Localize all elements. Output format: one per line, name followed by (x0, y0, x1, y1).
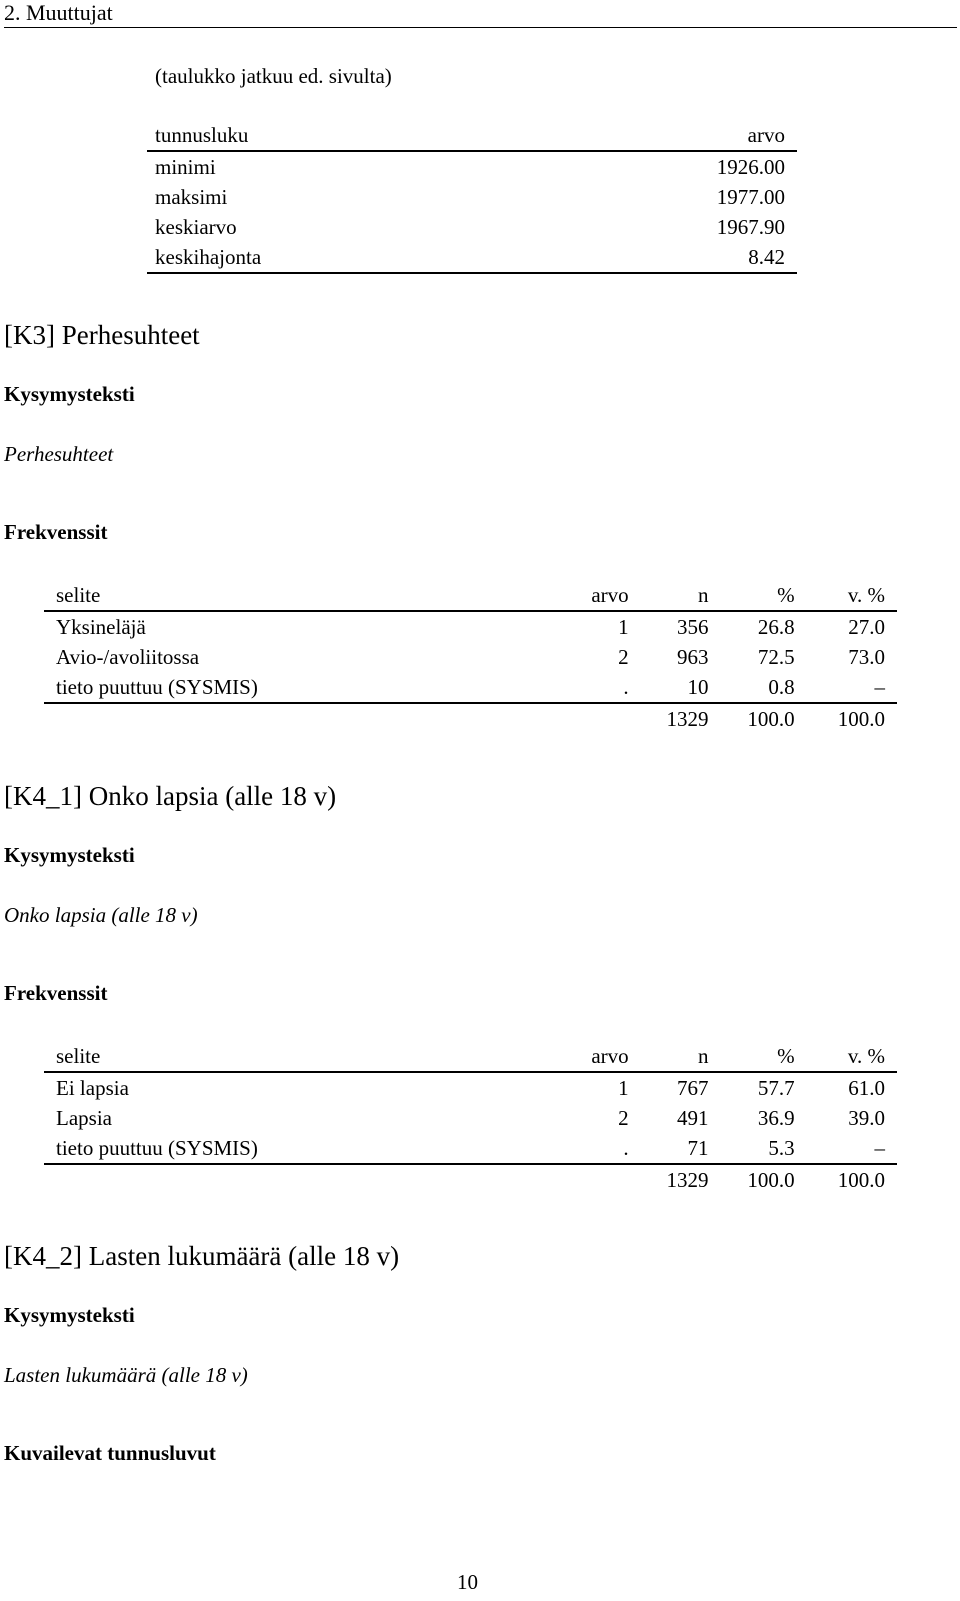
column-header: % (777, 583, 795, 607)
table-cell: 100.0 (747, 1168, 795, 1192)
table-cell: 767 (677, 1076, 709, 1100)
table-header-row (44, 1041, 897, 1072)
table-row (147, 212, 797, 242)
column-header: tunnusluku (155, 123, 249, 147)
table-cell (563, 1164, 641, 1195)
question-text: Perhesuhteet (4, 442, 114, 466)
table-cell: Ei lapsia (56, 1076, 129, 1100)
table-cell: 5.3 (768, 1136, 795, 1160)
column-header: n (698, 1044, 709, 1068)
table-cell: 27.0 (848, 615, 885, 639)
table-cell: minimi (155, 155, 216, 179)
question-text: Lasten lukumäärä (alle 18 v) (4, 1363, 248, 1387)
page-number: 10 (457, 1570, 478, 1594)
column-header: selite (56, 583, 101, 607)
table-cell: 491 (677, 1106, 709, 1130)
table-cell: 73.0 (848, 645, 885, 669)
table-cell: 963 (677, 645, 709, 669)
table-row (147, 151, 797, 182)
question-heading: Kysymysteksti (4, 1303, 135, 1327)
frequencies-heading: Frekvenssit (4, 981, 108, 1005)
table-row (44, 672, 897, 703)
column-header: arvo (747, 123, 785, 147)
table-cell: keskihajonta (155, 245, 262, 269)
column-header: selite (56, 1044, 101, 1068)
descriptive-stats-table (147, 120, 797, 274)
table-cell: 0.8 (768, 675, 795, 699)
table-header-row (44, 580, 897, 611)
table-cell: tieto puuttuu (SYSMIS) (56, 1136, 258, 1160)
page-header: 2. Muuttujat (4, 0, 113, 25)
table-cell: . (623, 1136, 629, 1160)
column-header: arvo (591, 1044, 629, 1068)
table-cell: 57.7 (757, 1076, 795, 1100)
section-title: [K4_2] Lasten lukumäärä (alle 18 v) (4, 1241, 400, 1271)
table-cell: 356 (677, 615, 709, 639)
table-cell: 100.0 (837, 707, 885, 731)
table-cell: 26.8 (757, 615, 795, 639)
column-header: v. % (847, 583, 885, 607)
column-header: n (698, 583, 709, 607)
table-cell: 100.0 (747, 707, 795, 731)
frequency-table (44, 580, 897, 734)
table-row (147, 242, 797, 273)
table-cell: tieto puuttuu (SYSMIS) (56, 675, 258, 699)
table-cell: 100.0 (837, 1168, 885, 1192)
table-cell: – (874, 675, 885, 699)
table-total-row (44, 703, 897, 734)
table-cell: 1 (618, 615, 629, 639)
table-row (44, 1133, 897, 1164)
table-cell: 36.9 (757, 1106, 795, 1130)
table-row (44, 1103, 897, 1133)
header-rule (4, 27, 957, 28)
table-cell: 1 (618, 1076, 629, 1100)
column-header: % (777, 1044, 795, 1068)
table-cell: keskiarvo (155, 215, 237, 239)
table-cell: 1977.00 (716, 185, 785, 209)
column-header: v. % (847, 1044, 885, 1068)
table-total-row (44, 1164, 897, 1195)
table-cell: 61.0 (848, 1076, 885, 1100)
table-row (44, 642, 897, 672)
frequencies-heading: Frekvenssit (4, 520, 108, 544)
question-text: Onko lapsia (alle 18 v) (4, 903, 198, 927)
table-cell: Lapsia (56, 1106, 112, 1130)
table-header-row (147, 120, 797, 151)
table-cell (44, 703, 563, 734)
table-cell: Avio-/avoliitossa (56, 645, 200, 669)
table-cell: 39.0 (848, 1106, 885, 1130)
table-row (147, 182, 797, 212)
frequency-table (44, 1041, 897, 1195)
question-heading: Kysymysteksti (4, 382, 135, 406)
column-header: arvo (591, 583, 629, 607)
table-cell: Yksineläjä (56, 615, 146, 639)
table-row (44, 611, 897, 642)
table-cell: 72.5 (757, 645, 795, 669)
descriptive-stats-heading: Kuvailevat tunnusluvut (4, 1441, 216, 1465)
section-title: [K3] Perhesuhteet (4, 320, 200, 350)
table-cell: 2 (618, 645, 629, 669)
table-cell: 8.42 (748, 245, 785, 269)
table-cell: . (623, 675, 629, 699)
table-row (44, 1072, 897, 1103)
table-cell: 1967.90 (716, 215, 785, 239)
table-cell: – (874, 1136, 885, 1160)
continuation-note: (taulukko jatkuu ed. sivulta) (155, 64, 392, 88)
section-title: [K4_1] Onko lapsia (alle 18 v) (4, 781, 337, 811)
table-cell: 1329 (666, 1168, 709, 1192)
table-cell: 1926.00 (716, 155, 785, 179)
table-cell: 10 (687, 675, 709, 699)
table-cell: 71 (687, 1136, 709, 1160)
question-heading: Kysymysteksti (4, 843, 135, 867)
table-cell (563, 703, 641, 734)
table-cell: 1329 (666, 707, 709, 731)
table-cell (44, 1164, 563, 1195)
table-cell: maksimi (155, 185, 228, 209)
table-cell: 2 (618, 1106, 629, 1130)
